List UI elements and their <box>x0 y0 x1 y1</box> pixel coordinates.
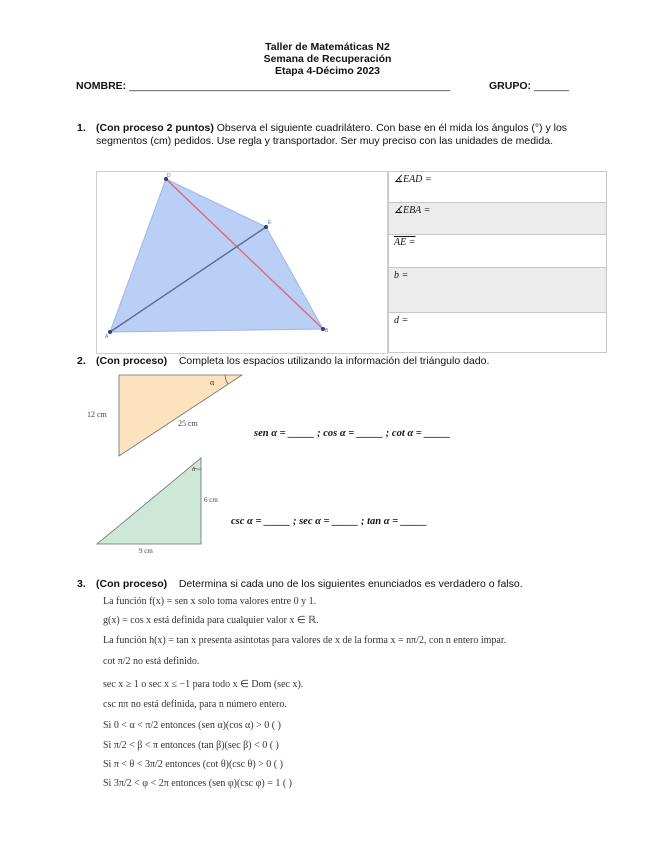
q1-bold: (Con proceso 2 puntos) <box>96 122 214 134</box>
statement-3: La función h(x) = tan x presenta asíntotas para valores de x de la forma x = nπ/2, con n entero impar. <box>103 635 507 646</box>
statement-6: csc nπ no está definida, para n número entero. <box>103 699 287 710</box>
name-line <box>76 80 450 92</box>
quadrilateral-svg <box>97 172 387 353</box>
measure-b[interactable]: b = <box>389 268 607 313</box>
statement-4: cot π/2 no está definido. <box>103 656 200 667</box>
statement-7[interactable]: Si 0 < α < π/2 entonces (sen α)(cos α) > 0 ( ) <box>103 720 281 731</box>
triangle-1-shape <box>119 375 242 456</box>
measure-eba[interactable]: ∡EBA = <box>389 203 607 235</box>
measurements-table <box>388 171 607 353</box>
label-e: E <box>268 220 272 226</box>
q1-number: 1. <box>77 122 86 134</box>
triangle-1-alpha: α <box>210 378 215 387</box>
triangle-1-side: 12 cm <box>87 410 107 419</box>
label-d: D <box>167 173 171 179</box>
vertex-a <box>108 330 112 334</box>
q2-bold: (Con proceso) <box>96 355 168 367</box>
worksheet-title: Taller de Matemáticas N2 <box>265 41 390 53</box>
worksheet-stage: Etapa 4-Décimo 2023 <box>274 65 381 77</box>
triangle-1-hypotenuse: 25 cm <box>178 419 198 428</box>
triangle-2-base: 9 cm <box>139 547 153 554</box>
measure-d[interactable]: d = <box>389 313 607 353</box>
q2-number: 2. <box>77 355 86 367</box>
group-blank[interactable]: ______ <box>533 80 569 92</box>
worksheet-subtitle: Semana de Recuperación <box>263 53 392 65</box>
q1-text: Observa el siguiente cuadrilátero. Con base en él mida los ángulos (°) y los segmentos (cm) pedidos. Use regla y transportador. Ser muy preciso con las unidades de medida. <box>96 122 568 147</box>
statement-9[interactable]: Si π < θ < 3π/2 entonces (cot θ)(csc θ) > 0 ( ) <box>103 759 283 770</box>
triangle-1 <box>85 370 255 460</box>
q3-statement <box>96 578 523 591</box>
statement-10[interactable]: Si 3π/2 < φ < 2π entonces (sen φ)(csc φ) = 1 ( ) <box>103 778 293 789</box>
group-line <box>489 80 569 92</box>
trig-line-1[interactable]: sen α = _____ ; cos α = _____ ; cot α = _____ <box>254 428 451 439</box>
label-b: B <box>325 328 329 334</box>
label-a: A <box>105 334 109 340</box>
group-label: GRUPO: <box>489 80 534 92</box>
q2-text: Completa los espacios utilizando la información del triángulo dado. <box>178 355 490 367</box>
q3-bold: (Con proceso) <box>96 578 168 590</box>
measure-ead[interactable]: ∡EAD = <box>389 172 607 203</box>
q2-statement <box>96 355 489 368</box>
triangle-2-alpha: α <box>192 467 196 473</box>
name-label: NOMBRE: <box>76 80 130 92</box>
statement-1: La función f(x) = sen x solo toma valores entre 0 y 1. <box>103 596 317 607</box>
triangle-2-shape <box>97 458 201 544</box>
triangle-2 <box>90 452 230 554</box>
triangle-2-side: 6 cm <box>204 496 218 504</box>
q3-number: 3. <box>77 578 86 590</box>
statement-2: g(x) = cos x está definida para cualquier valor x ∈ ℝ. <box>103 615 319 626</box>
statement-8[interactable]: Si π/2 < β < π entonces (tan β)(sec β) < 0 ( ) <box>103 740 279 751</box>
q3-text: Determina si cada uno de los siguientes enunciados es verdadero o falso. <box>178 578 523 590</box>
quadrilateral-figure <box>96 171 388 354</box>
statement-5: sec x ≥ 1 o sec x ≤ −1 para todo x ∈ Dom (sec x). <box>103 679 304 690</box>
name-blank[interactable]: _______________________________________________________ <box>129 80 451 92</box>
trig-line-2[interactable]: csc α = _____ ; sec α = _____ ; tan α = _____ <box>231 516 428 527</box>
measure-ae[interactable]: AE = <box>389 235 607 268</box>
quadrilateral-shape <box>110 179 323 332</box>
q1-statement <box>96 122 596 148</box>
